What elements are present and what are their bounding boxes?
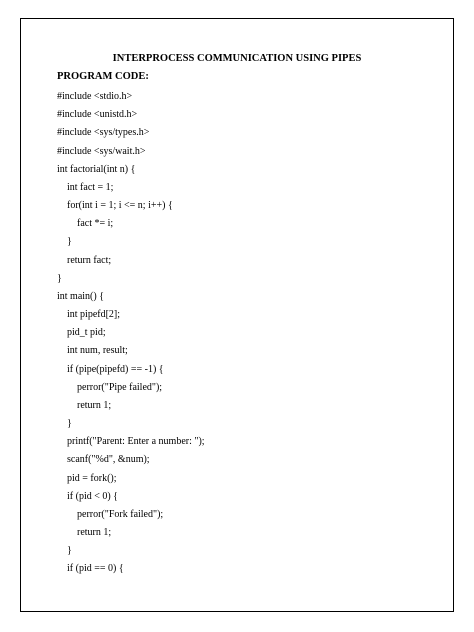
code-line: perror("Pipe failed"); — [77, 381, 163, 393]
code-line: return 1; — [77, 399, 112, 411]
code-line: if (pipe(pipefd) == -1) { — [67, 363, 164, 375]
code-line: if (pid == 0) { — [67, 563, 124, 575]
code-line: #include <unistd.h> — [57, 109, 138, 121]
code-line: int fact = 1; — [67, 181, 114, 193]
code-line: pid = fork(); — [67, 472, 117, 484]
document-title: INTERPROCESS COMMUNICATION USING PIPES — [112, 53, 362, 64]
code-line: return 1; — [77, 527, 112, 539]
code-line: int pipefd[2]; — [67, 309, 121, 320]
code-line: printf("Parent: Enter a number: "); — [67, 436, 205, 448]
code-line: #include <sys/wait.h> — [57, 145, 146, 157]
code-line: perror("Fork failed"); — [77, 508, 164, 520]
code-line: #include <stdio.h> — [57, 91, 133, 102]
code-line: } — [57, 272, 62, 284]
code-line: int main() { — [57, 290, 105, 302]
code-line: } — [67, 236, 72, 248]
code-line: #include <sys/types.h> — [57, 127, 150, 139]
section-heading: PROGRAM CODE: — [57, 71, 149, 82]
code-line: pid_t pid; — [67, 327, 106, 339]
code-line: for(int i = 1; i <= n; i++) { — [67, 200, 173, 211]
code-line: fact *= i; — [77, 218, 114, 230]
code-line: scanf("%d", &num); — [67, 454, 150, 466]
code-line: } — [67, 418, 72, 430]
code-line: int num, result; — [67, 345, 128, 357]
code-line: int factorial(int n) { — [57, 163, 136, 175]
code-line: if (pid < 0) { — [67, 490, 118, 502]
code-line: return fact; — [67, 254, 112, 266]
code-line: } — [67, 545, 72, 557]
